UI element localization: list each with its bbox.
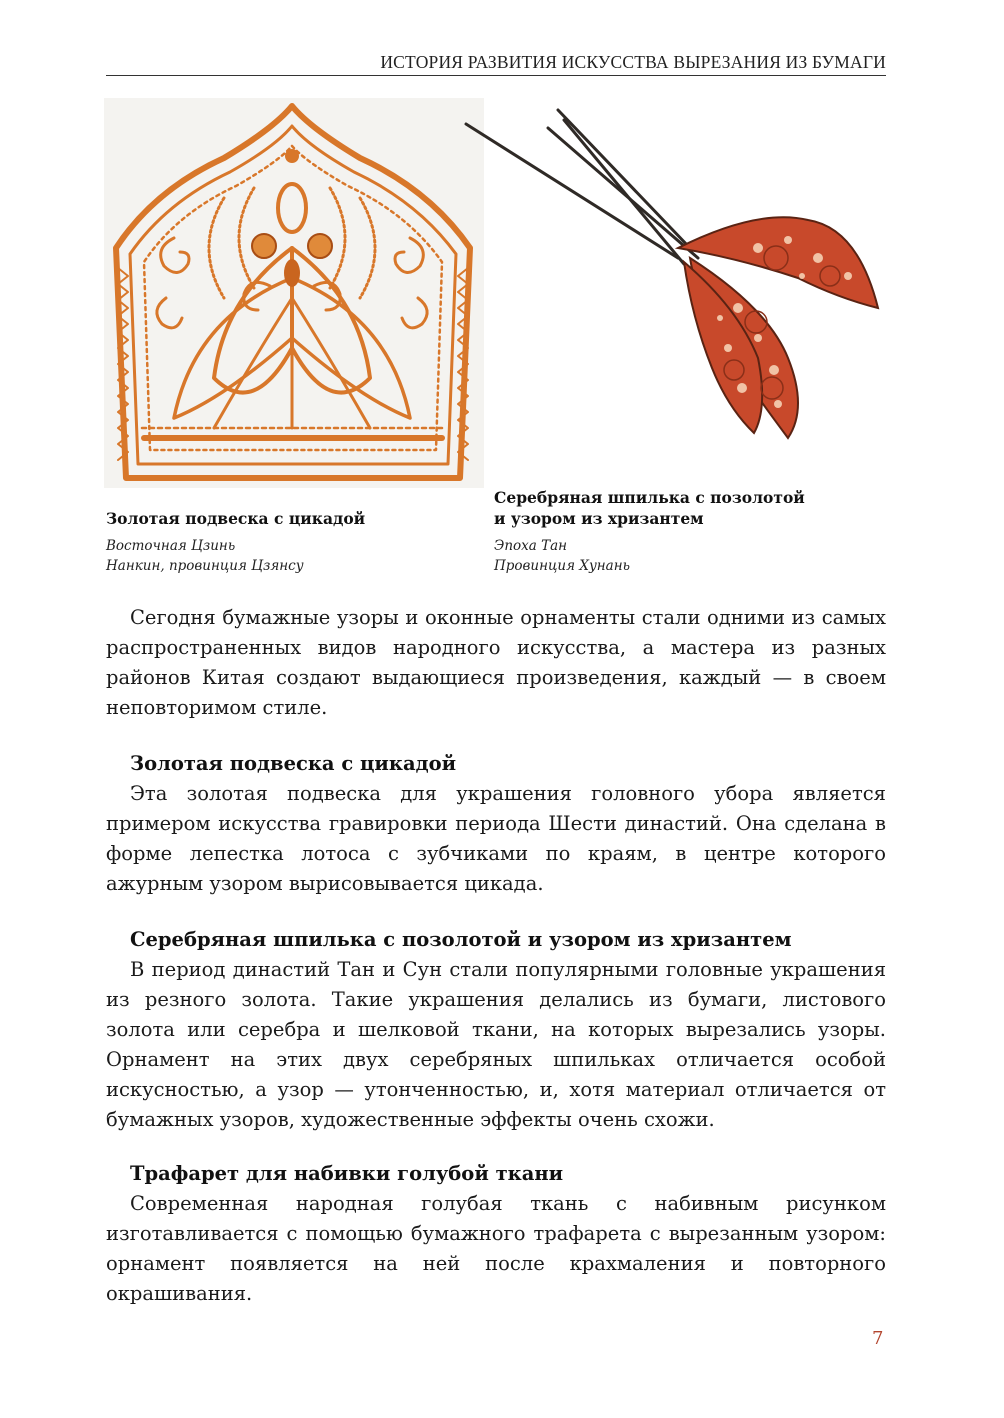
hairpin-image — [458, 108, 888, 443]
section-1-paragraph: Эта золотая подвеска для украшения головного убора является примером искусства гравировки периода Шести династий. Она сделана в форме лепестка лотоса с зубчиками по краям, в центре которого ажурным узором вырисовывается цикада. — [106, 782, 886, 895]
intro-paragraph: Сегодня бумажные узоры и оконные орнаменты стали одними из самых распространенных видов народного искусства, а мастера из разных районов Китая создают выдающиеся произведения, каждый — в своем неповторимом стиле. — [106, 606, 886, 719]
figure-1-detail-period: Восточная Цзинь — [106, 538, 236, 554]
section-1-body — [106, 779, 886, 899]
cicada-pendant-image — [104, 98, 484, 488]
figure-1-detail-place: Нанкин, провинция Цзянсу — [106, 558, 304, 574]
section-3-body — [106, 1189, 886, 1309]
section-3-heading: Трафарет для набивки голубой ткани — [130, 1162, 564, 1185]
figure-2-detail-place: Провинция Хунань — [494, 558, 630, 574]
running-head: ИСТОРИЯ РАЗВИТИЯ ИСКУССТВА ВЫРЕЗАНИЯ ИЗ БУМАГИ — [380, 52, 886, 72]
figure-2-detail-period: Эпоха Тан — [494, 538, 568, 554]
section-3-paragraph: Современная народная голубая ткань с набивным рисунком изготавливается с помощью бумажного трафарета с вырезанным узором: орнамент появляется на ней после крахмаления и повторного окрашивания. — [106, 1192, 886, 1305]
section-2-paragraph: В период династий Тан и Сун стали популярными головные украшения из резного золота. Такие украшения делались из бумаги, листового золота или серебра и шелковой ткани, на которых вырезались узоры. Орнамент на этих двух серебряных шпильках отличается особой искусностью, а узор — утонченностью, и, хотя материал отличается от бумажных узоров, художественные эффекты очень схожи. — [106, 958, 886, 1131]
figure-2-title-line-2: и узором из хризантем — [494, 509, 704, 528]
section-2-body — [106, 955, 886, 1135]
header-rule — [106, 75, 886, 76]
section-1-heading: Золотая подвеска с цикадой — [130, 752, 457, 775]
page-number: 7 — [872, 1328, 884, 1349]
figure-2-title-line-1: Серебряная шпилька с позолотой — [494, 488, 805, 507]
section-2-heading: Серебряная шпилька с позолотой и узором из хризантем — [130, 928, 792, 951]
intro-paragraph-block — [106, 603, 886, 723]
figure-1-title: Золотая подвеска с цикадой — [106, 509, 366, 528]
